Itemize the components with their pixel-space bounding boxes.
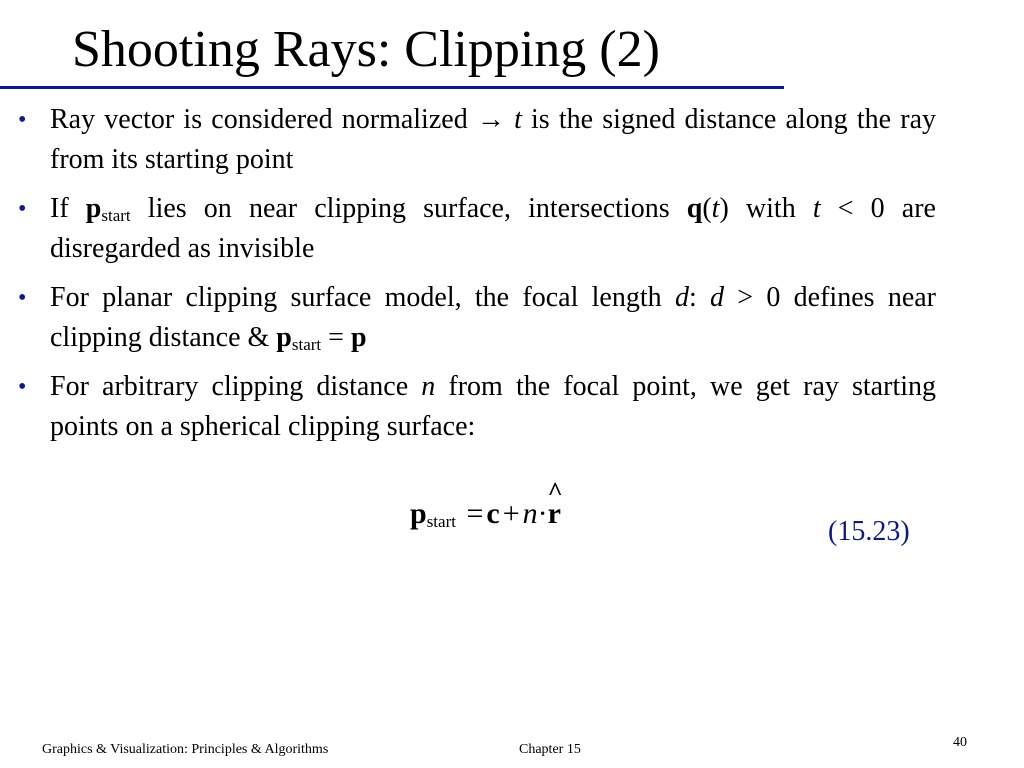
text-segment: is the signed distance along the ray from its starting point (50, 104, 937, 175)
text-segment: For planar clipping surface model, the focal length (50, 282, 675, 313)
bullet-item (18, 278, 936, 358)
equation-r: r (547, 497, 561, 530)
text-segment: n (421, 371, 436, 402)
equation (410, 477, 563, 534)
equation-plus: + (502, 497, 520, 530)
page-number: 40 (953, 735, 967, 750)
text-segment: p (85, 193, 102, 224)
bullet-dot-icon: • (18, 285, 27, 311)
bullet-dot-icon: • (18, 196, 27, 222)
text-segment: Ray vector is considered normalized (50, 104, 477, 135)
text-segment: For arbitrary clipping distance (50, 371, 422, 402)
right-arrow-icon: → (476, 104, 505, 135)
text-segment: ( (702, 193, 712, 224)
bullet-text (50, 282, 936, 353)
text-segment: : (688, 282, 711, 313)
text-segment: p (350, 322, 367, 353)
bullet-list (18, 100, 936, 456)
text-segment (505, 104, 514, 135)
text-segment: t (812, 193, 821, 224)
text-segment: d (710, 282, 725, 313)
text-segment: start (101, 206, 131, 225)
bullet-text (50, 193, 936, 264)
text-segment: from the focal point, we get ray starting points on a spherical clipping surface: (50, 371, 936, 442)
text-segment: < 0 are disregarded as invisible (50, 193, 936, 264)
text-segment: q (686, 193, 703, 224)
bullet-text (50, 104, 936, 175)
title-underline (0, 86, 784, 89)
equation-equals: = (466, 497, 484, 530)
text-segment: t (711, 193, 720, 224)
bullet-item (18, 189, 936, 269)
footer-chapter: Chapter 15 (519, 742, 581, 757)
text-segment: d (674, 282, 689, 313)
bullet-item (18, 367, 936, 447)
equation-c: c (486, 497, 500, 530)
equation-p: p (410, 497, 427, 530)
equation-hat: ^ (547, 477, 563, 506)
bullet-dot-icon: • (18, 107, 27, 133)
equation-subscript: start (426, 512, 456, 531)
text-segment: t (514, 104, 522, 135)
text-segment: = (321, 322, 351, 353)
bullet-item (18, 100, 936, 180)
footer-book-title: Graphics & Visualization: Principles & Algorithms (42, 742, 329, 757)
text-segment: > 0 defines near clipping distance & (50, 282, 937, 353)
equation-dot: · (537, 497, 548, 530)
bullet-dot-icon: • (18, 374, 27, 400)
equation-n: n (522, 497, 538, 530)
text-segment: If (50, 193, 86, 224)
text-segment: ) with (719, 193, 813, 224)
text-segment: start (291, 335, 322, 354)
bullet-text (50, 371, 936, 442)
text-segment: lies on near clipping surface, intersections (130, 193, 687, 224)
slide-title: Shooting Rays: Clipping (2) (72, 21, 660, 78)
equation-number: (15.23) (828, 516, 910, 547)
text-segment: p (276, 322, 292, 353)
